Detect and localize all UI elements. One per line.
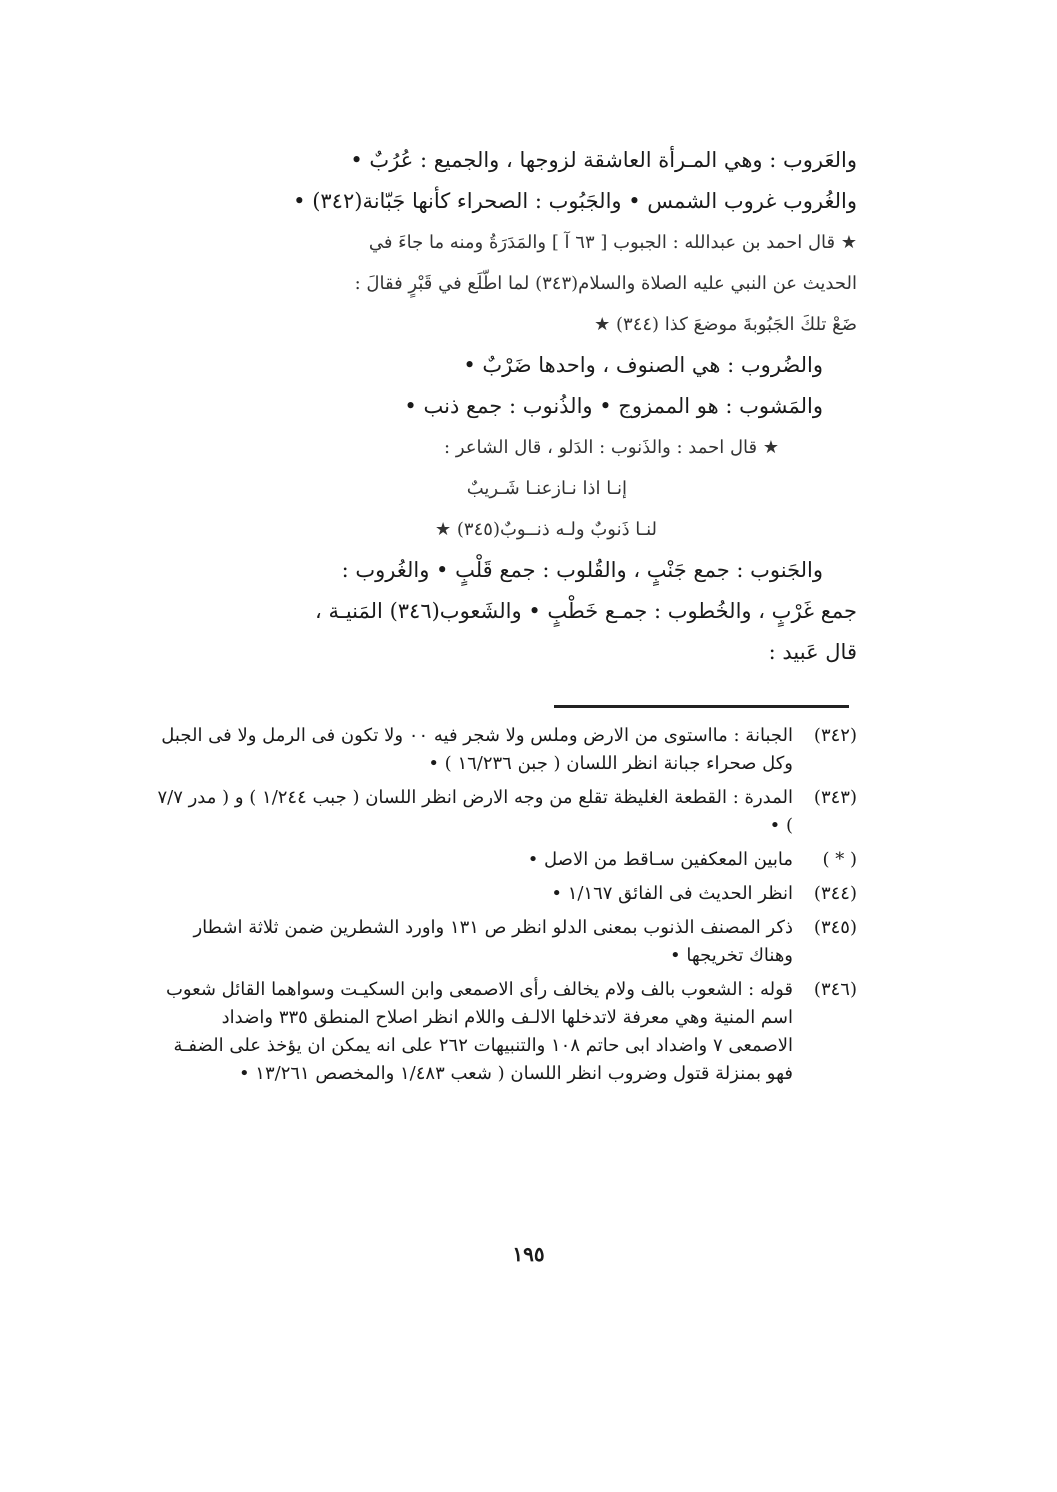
body-line: قال عَبيد : xyxy=(768,640,857,664)
footnote xyxy=(157,784,857,840)
footnote-text: ذكر المصنف الذنوب بمعنى الدلو انظر ص ١٣١ واورد الشطرين ضمن ثلاثة اشطار وهناك تخريجها • xyxy=(193,917,793,966)
footnote-divider xyxy=(554,705,849,708)
body-line: والعَروب : وهي المـرأة العاشقة لزوجها ، والجميع : عُرُبٌ • xyxy=(350,148,857,172)
footnote-text: مابين المعكفين سـاقط من الاصل • xyxy=(527,849,793,870)
footnote-number: (٣٤٥) xyxy=(813,917,857,938)
footnote-number: (٣٤٣) xyxy=(813,787,857,808)
footnote-text: قوله : الشعوب بالف ولام يخالف رأى الاصمعى وابن السكيـت وسواهما القائل شعوب اسم المنية وهي معرفة لاتدخلها الالـف واللام انظر اصلاح المنطق ٣٣٥ واضداد الاصمعى ٧ واضداد ابى حاتم ١٠٨ والتنبيهات ٢٦٢ على انه يمكن ان يؤخذ على الضفـة فهو بمنزلة قتول وضروب انظر اللسان ( شعب ١/٤٨٣ والمخصص ١٣/٢٦١ • xyxy=(165,979,793,1084)
body-line: والغُروب غروب الشمس • والجَبُوب : الصحراء كأنها جَبّانة(٣٤٢) • xyxy=(293,189,857,213)
verse-line: إنـا اذا نـازعنـا شَـريبٌ xyxy=(466,478,627,499)
footnote xyxy=(157,914,857,970)
footnote xyxy=(157,722,857,778)
footnote-text: الجبانة : مااستوى من الارض وملس ولا شجر فيه ٠٠ ولا تكون فى الرمل ولا فى الجبل وكل صحراء جبانة انظر اللسان ( جبن ١٦/٢٣٦ ) • xyxy=(161,725,793,774)
body-line: ★ قال احمد : والذَنوب : الدَلو ، قال الشاعر : xyxy=(444,437,779,458)
verse-line: لنـا ذَنوبٌ ولـه ذنــوبٌ(٣٤٥) ★ xyxy=(435,519,657,540)
body-line: والجَنوب : جمع جَنْبٍ ، والقُلوب : جمع قَلْبٍ • والغُروب : xyxy=(341,558,823,582)
footnote-number: (٣٤٢) xyxy=(813,725,857,746)
page-number: ١٩٥ xyxy=(512,1242,545,1266)
body-line: والمَشوب : هو الممزوج • والذُنوب : جمع ذنب • xyxy=(404,394,823,418)
footnote-text: انظر الحديث فى الفائق ١/١٦٧ • xyxy=(551,883,793,904)
body-line: ★ قال احمد بن عبدالله : الجبوب [ ٦٣ آ ] والمَدَرَةُ ومنه ما جاءَ في xyxy=(368,232,857,253)
footnote-text: المدرة : القطعة الغليظة تقلع من وجه الارض انظر اللسان ( جبب ١/٢٤٤ ) و ( مدر ٧/٧ ) • xyxy=(157,787,793,836)
footnote-number: (٣٤٤) xyxy=(813,883,857,904)
body-line: جمع غَرْبٍ ، والخُطوب : جمـع خَطْبٍ • والشَعوب(٣٤٦) المَنيـة ، xyxy=(314,599,857,623)
body-line: ضَعْ تلكَ الجَبُوبةَ موضعَ كذا (٣٤٤) ★ xyxy=(594,314,857,335)
footnote xyxy=(157,880,857,908)
footnotes xyxy=(157,722,857,1094)
footnote xyxy=(157,976,857,1088)
body-line: الحديث عن النبي عليه الصلاة والسلام(٣٤٣) لما اطّلَع في قَبْرٍ فقالَ : xyxy=(354,273,857,294)
main-text xyxy=(167,140,857,673)
footnote xyxy=(157,846,857,874)
footnote-number: (٣٤٦) xyxy=(813,979,857,1000)
footnote-number: ( * ) xyxy=(822,849,857,870)
body-line: والضُروب : هي الصنوف ، واحدها ضَرْبٌ • xyxy=(463,353,823,377)
